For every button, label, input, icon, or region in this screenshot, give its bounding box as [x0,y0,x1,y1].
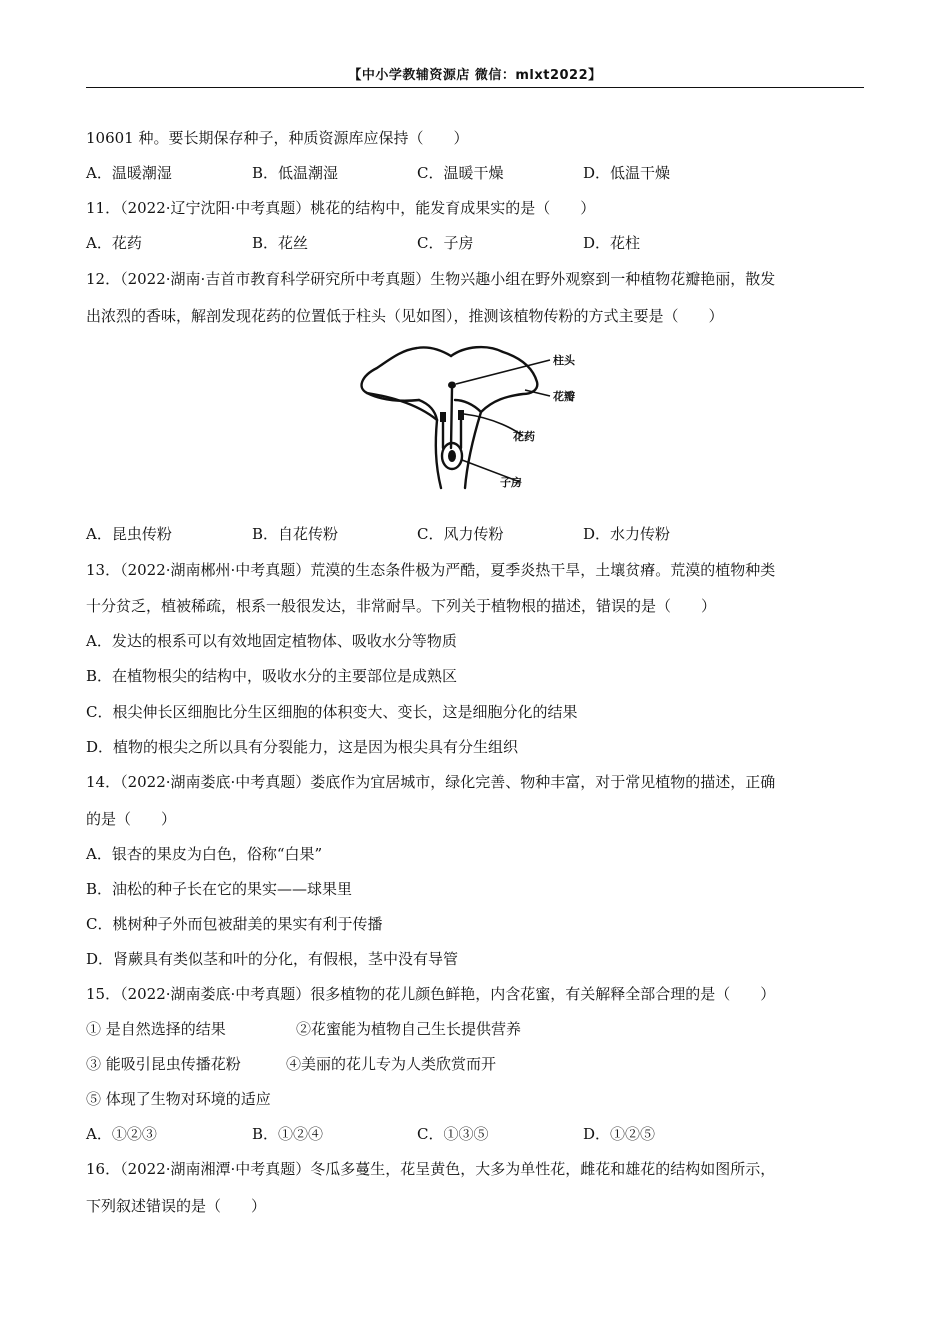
q14-option-d[interactable]: D．肾蕨具有类似茎和叶的分化，有假根，茎中没有导管 [86,950,459,968]
stalk-right [465,412,481,488]
q12-option-b[interactable]: B．自花传粉 [252,525,339,543]
q11-stem: 11．（2022·辽宁沈阳·中考真题）桃花的结构中，能发育成果实的是（ ） [86,199,596,217]
q14-option-b[interactable]: B．油松的种子长在它的果实——球果里 [86,880,353,898]
left-petal-outline [362,347,451,420]
q12-option-d[interactable]: D．水力传粉 [583,525,671,543]
q15-statement-2: ②花蜜能为植物自己生长提供营养 [296,1020,522,1038]
q14-stem-line1: 14．（2022·湖南娄底·中考真题）娄底作为宜居城市，绿化完善、物种丰富，对于常见植物的描述，正确 [86,773,776,791]
q15-statement-5: ⑤ 体现了生物对环境的适应 [86,1090,271,1108]
q11-option-a[interactable]: A．花药 [86,234,142,252]
q13-stem-line1: 13．（2022·湖南郴州·中考真题）荒漠的生态条件极为严酷，夏季炎热干旱，土壤贫瘠。荒漠的植物种类 [86,561,776,579]
q10-options [86,163,846,183]
label-petal: 花瓣 [553,390,575,403]
pistil-style [451,388,452,448]
q15-statement-1: ① 是自然选择的结果 [86,1020,226,1038]
q10-option-c[interactable]: C．温暖干燥 [417,164,504,182]
q12-options [86,524,846,544]
q15-statement-4: ④美丽的花儿专为人类欣赏而开 [286,1055,497,1073]
q14-option-a[interactable]: A．银杏的果皮为白色，俗称“白果” [86,845,323,863]
q15-option-b[interactable]: B．①②④ [252,1125,324,1143]
label-stigma: 柱头 [553,354,575,367]
q15-statements-row2 [86,1054,786,1074]
flower-structure-diagram [355,338,595,494]
label-ovary: 子房 [500,476,522,489]
q10-option-b[interactable]: B．低温潮湿 [252,164,339,182]
q13-stem-line2: 十分贫乏，植被稀疏，根系一般很发达，非常耐旱。下列关于植物根的描述，错误的是（ ） [86,597,717,615]
q16-stem-line1: 16．（2022·湖南湘潭·中考真题）冬瓜多蔓生，花呈黄色，大多为单性花，雌花和雄花的结构如图所示， [86,1160,776,1178]
header-divider [86,87,864,88]
q11-option-c[interactable]: C．子房 [417,234,474,252]
q12-stem-line1: 12．（2022·湖南·吉首市教育科学研究所中考真题）生物兴趣小组在野外观察到一种植物花瓣艳丽，散发 [86,270,776,288]
q10-option-d[interactable]: D．低温干燥 [583,164,671,182]
q13-option-b[interactable]: B．在植物根尖的结构中，吸收水分的主要部位是成熟区 [86,667,458,685]
label-anther: 花药 [513,430,535,443]
q15-option-c[interactable]: C．①③⑤ [417,1125,489,1143]
q13-option-a[interactable]: A．发达的根系可以有效地固定植物体、吸收水分等物质 [86,632,457,650]
stalk-left [436,420,441,488]
q11-option-d[interactable]: D．花柱 [583,234,641,252]
q15-statement-3: ③ 能吸引昆虫传播花粉 [86,1055,241,1073]
q13-option-d[interactable]: D．植物的根尖之所以具有分裂能力，这是因为根尖具有分生组织 [86,738,519,756]
q15-options [86,1124,846,1144]
q16-stem-line2: 下列叙述错误的是（ ） [86,1197,267,1215]
q11-option-b[interactable]: B．花丝 [252,234,309,252]
q13-option-c[interactable]: C．根尖伸长区细胞比分生区细胞的体积变大、变长，这是细胞分化的结果 [86,703,578,721]
q14-option-c[interactable]: C．桃树种子外而包被甜美的果实有利于传播 [86,915,383,933]
stigma-mark [448,382,456,389]
q12-stem-line2: 出浓烈的香味，解剖发现花药的位置低于柱头（见如图），推测该植物传粉的方式主要是（ ） [86,307,724,325]
q10-stem: 10601 种。要长期保存种子，种质资源库应保持（ ） [86,129,469,147]
q15-option-a[interactable]: A．①②③ [86,1125,157,1143]
q12-option-a[interactable]: A．昆虫传粉 [86,525,172,543]
anther-left [440,412,446,422]
page-header: 【中小学教辅资源店 微信：mlxt2022】 [348,68,602,83]
q15-option-d[interactable]: D．①②⑤ [583,1125,656,1143]
q15-statements-row1 [86,1019,786,1039]
anther-right [458,410,464,420]
q15-stem: 15．（2022·湖南娄底·中考真题）很多植物的花儿颜色鲜艳，内含花蜜，有关解释全部合理的是（ ） [86,985,776,1003]
q12-option-c[interactable]: C．风力传粉 [417,525,504,543]
ovule-mark [448,450,456,462]
q11-options [86,233,846,253]
q14-stem-line2: 的是（ ） [86,810,177,828]
q10-option-a[interactable]: A．温暖潮湿 [86,164,172,182]
